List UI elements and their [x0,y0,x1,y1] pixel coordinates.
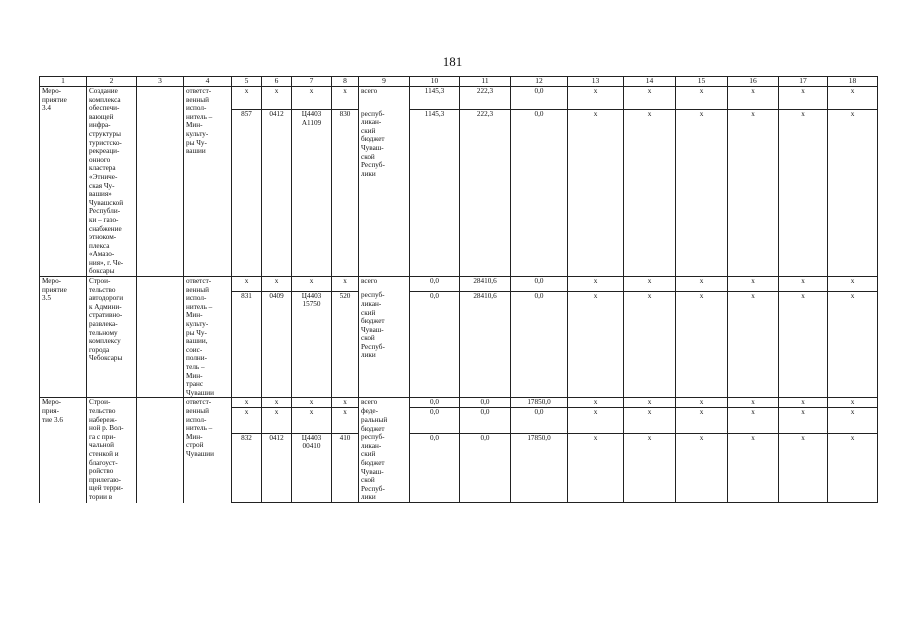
measure-name-cell-line: Чебоксары [89,354,123,363]
measure-name-cell-line: прилегаю- [89,475,121,484]
funding-source-cell-line: Чуваш- [361,467,384,476]
target-article-cell-line: x [309,277,314,286]
amount-cell: 0,0 [460,398,511,408]
funding-source-cell [359,433,410,502]
measure-name-cell-line: города [89,345,110,354]
amount-cell: x [779,87,828,110]
funding-source-cell [359,398,410,408]
executor-cell [184,398,232,503]
executor-cell-line: Мин- [186,371,203,380]
measure-name-cell-line: ройство [89,467,114,476]
measure-name-cell-line: Строи- [89,398,111,407]
column-number: 6 [262,77,292,87]
amount-cell: 0,0 [511,277,568,292]
section-code-cell: x [262,87,292,110]
column-number: 8 [332,77,359,87]
amount-cell: 222,3 [460,87,511,110]
column-number: 18 [828,77,878,87]
amount-cell: x [728,407,779,433]
amount-cell: x [779,433,828,502]
measure-name-cell-line: этноком- [89,233,117,242]
target-article-cell-line: A1109 [301,118,322,127]
funding-source-cell-line: всего [361,398,378,407]
measure-name-cell-line: ной р. Вол- [89,424,124,433]
target-article-cell [292,291,332,398]
section-code-cell: 0412 [262,110,292,277]
measure-cell-line: приятие [42,285,67,294]
amount-cell: 0,0 [410,277,460,292]
executor-cell-line: тель – [186,363,205,371]
funding-source-cell-line: ской [361,476,375,485]
measure-name-cell-line: вающей [89,112,114,121]
measure-name-cell-line: тельному [89,328,118,337]
grbs-code-cell: 832 [232,433,262,502]
amount-cell: x [828,87,878,110]
funding-source-cell-line: ский [361,308,376,317]
column-number-row [40,77,878,87]
executor-cell-line: вашии [186,147,206,156]
amount-cell: 0,0 [460,407,511,433]
empty-cell [137,277,184,398]
column-number: 11 [460,77,511,87]
amount-cell: 17850,0 [511,433,568,502]
target-article-cell [292,87,332,110]
grbs-code-cell: x [232,398,262,408]
amount-cell: 0,0 [410,291,460,398]
measure-name-cell-line: чальной [89,441,115,450]
measure-name-cell [87,87,137,277]
funding-source-cell-line: ский [361,450,376,459]
amount-cell: x [568,87,624,110]
measure-name-cell-line: Строи- [89,277,111,286]
measure-name-cell-line: боксары [89,267,115,276]
executor-cell-line: вашии, [186,337,208,346]
funding-source-cell-line: Респуб- [361,342,385,351]
funding-source-cell-line: Чуваш- [361,325,384,334]
amount-cell: x [728,398,779,408]
executor-cell-line: испол- [186,104,207,113]
amount-cell: x [828,110,878,277]
measure-cell-line: 3.4 [42,104,51,113]
amount-cell: x [779,407,828,433]
executor-cell-line: венный [186,285,209,294]
measure-name-cell-line: «Амазо- [89,250,115,259]
measure-name-cell-line: га с при- [89,432,116,441]
funding-source-cell-line: респуб- [361,433,385,442]
column-number: 16 [728,77,779,87]
page-number: 181 [442,54,463,69]
funding-source-cell [359,87,410,110]
amount-cell: x [728,110,779,277]
executor-cell-line: венный [186,406,209,415]
measure-name-cell-line: тории в [89,492,113,501]
amount-cell: x [779,398,828,408]
expense-type-cell: 830 [332,110,359,277]
executor-cell-line: нитель – [186,302,213,311]
grbs-code-cell: 831 [232,291,262,398]
funding-source-cell [359,277,410,292]
measure-name-cell-line: тельство [89,406,116,415]
measure-cell-line: Меро- [42,398,62,407]
measure-name-cell-line: «Этниче- [89,172,118,181]
amount-cell: 0,0 [511,407,568,433]
expense-type-cell: 520 [332,291,359,398]
executor-cell [184,277,232,398]
funding-source-cell [359,407,410,433]
amount-cell: 0,0 [460,433,511,502]
amount-cell: x [676,291,728,398]
amount-cell: x [568,277,624,292]
amount-cell: x [828,433,878,502]
column-number: 2 [87,77,137,87]
measure-name-cell-line: рекреаци- [89,147,120,156]
executor-cell-line: Чувашии [186,449,214,458]
amount-cell: 0,0 [511,110,568,277]
column-number: 12 [511,77,568,87]
measure-name-cell-line: ния», г. Че- [89,258,124,267]
amount-cell: x [828,277,878,292]
amount-cell: x [779,291,828,398]
funding-source-cell-line: ликан- [361,299,382,308]
amount-cell: x [624,398,676,408]
funding-source-cell-line: феде- [361,407,378,416]
target-article-cell [292,407,332,433]
amount-cell: x [676,277,728,292]
column-number: 1 [40,77,87,87]
amount-cell: 0,0 [511,291,568,398]
measure-name-cell-line: к Админи- [89,302,122,311]
executor-cell-line: Мин- [186,311,203,320]
amount-cell: x [624,87,676,110]
expense-type-cell: x [332,407,359,433]
column-number: 9 [359,77,410,87]
executor-cell-line: ответст- [186,277,212,286]
section-code-cell: 0409 [262,291,292,398]
amount-cell: x [568,433,624,502]
table-row [40,87,878,110]
amount-cell: x [624,110,676,277]
amount-cell: x [828,291,878,398]
amount-cell: x [828,398,878,408]
measure-name-cell-line: щей терри- [89,484,124,493]
measure-name-cell-line: онного [89,155,111,164]
measure-name-cell [87,398,137,503]
column-number: 15 [676,77,728,87]
funding-source-cell [359,291,410,398]
target-article-cell [292,398,332,408]
funding-source-cell-line: бюджет [361,317,385,326]
funding-source-cell-line: лики [361,493,376,502]
measure-name-cell-line: Создание [89,87,118,95]
amount-cell: 0,0 [511,87,568,110]
measure-name-cell-line: Чувашской [89,198,124,207]
amount-cell: x [779,110,828,277]
executor-cell-line: культу- [186,129,209,138]
expense-type-cell: x [332,398,359,408]
funding-source-cell-line: Респуб- [361,161,385,170]
amount-cell: x [624,291,676,398]
measure-name-cell-line: плекса [89,241,110,250]
measure-name-cell-line: вашия» [89,190,112,199]
amount-cell: 28410,6 [460,277,511,292]
section-code-cell: x [262,407,292,433]
measure-name-cell-line: благоуст- [89,458,118,467]
executor-cell-line: соис- [186,345,203,354]
amount-cell: x [728,291,779,398]
amount-cell: 0,0 [410,433,460,502]
measure-cell-line: Меро- [42,87,62,95]
measure-cell-line: приятие [42,95,67,104]
funding-source-cell-line: бюджет [361,424,385,433]
grbs-code-cell: 857 [232,110,262,277]
section-code-cell: x [262,277,292,292]
amount-cell: x [624,433,676,502]
funding-source-cell-line: лики [361,351,376,360]
measure-name-cell [87,277,137,398]
measure-cell [40,398,87,503]
measure-cell-line: 3.5 [42,294,51,303]
funding-source-cell-line: Респуб- [361,484,385,493]
target-article-cell [292,110,332,277]
amount-cell: 28410,6 [460,291,511,398]
column-number: 17 [779,77,828,87]
amount-cell: x [676,110,728,277]
funding-source-cell-line: ральный [361,416,388,425]
executor-cell-line: ры Чу- [186,328,207,337]
measure-name-cell-line: кластера [89,164,116,173]
executor-cell-line: испол- [186,415,207,424]
amount-cell: x [676,398,728,408]
amount-cell: x [624,407,676,433]
empty-cell [137,87,184,277]
amount-cell: x [676,407,728,433]
executor-cell-line: Мин- [186,121,203,130]
amount-cell: x [568,398,624,408]
expense-type-cell: x [332,277,359,292]
measure-cell-line: тие 3.6 [42,415,63,424]
empty-cell [137,398,184,503]
measure-name-cell-line: тельство [89,285,116,294]
funding-source-cell-line: лики [361,169,376,178]
funding-source-cell-line: респуб- [361,109,385,118]
amount-cell: x [676,87,728,110]
measure-name-cell-line: комплексу [89,337,121,346]
funding-source-cell-line: бюджет [361,459,385,468]
measure-name-cell-line: стенкой и [89,449,119,458]
funding-source-cell-line: ликан- [361,441,382,450]
amount-cell: 222,3 [460,110,511,277]
amount-cell: x [676,433,728,502]
column-number: 14 [624,77,676,87]
funding-source-cell-line: ской [361,152,375,161]
measure-name-cell-line: снабжение [89,224,122,233]
executor-cell-line: венный [186,95,209,104]
column-number: 13 [568,77,624,87]
measure-name-cell-line: структуры [89,129,121,138]
executor-cell-line: Мин- [186,432,203,441]
expense-type-cell: 410 [332,433,359,502]
executor-cell-line: культу- [186,320,209,329]
column-number: 3 [137,77,184,87]
measure-name-cell-line: автодороги [89,294,124,303]
measure-cell [40,87,87,277]
measure-cell-line: Меро- [42,277,62,286]
amount-cell: x [568,291,624,398]
measure-name-cell-line: обеспечи- [89,104,120,113]
grbs-code-cell: x [232,87,262,110]
target-article-cell-line: Ц4403 [301,110,322,119]
amount-cell: 0,0 [410,398,460,408]
funding-source-cell-line: респуб- [361,291,385,300]
target-article-cell-line: x [309,407,314,416]
executor-cell-line: испол- [186,294,207,303]
amount-cell: x [779,277,828,292]
measure-cell [40,277,87,398]
measure-name-cell-line: туристско- [89,138,122,147]
section-code-cell: x [262,398,292,408]
amount-cell: 17850,0 [511,398,568,408]
target-article-cell-line: Ц4403 [301,291,322,300]
section-code-cell: 0412 [262,433,292,502]
funding-source-cell-line: ский [361,126,376,135]
amount-cell: 0,0 [410,407,460,433]
grbs-code-cell: x [232,407,262,433]
measure-name-cell-line: набереж- [89,415,117,424]
funding-source-cell-line: Чуваш- [361,144,384,152]
funding-source-cell-line: ликан- [361,118,382,127]
amount-cell: x [728,433,779,502]
executor-cell-line: полни- [186,354,208,363]
amount-cell: x [728,87,779,110]
target-article-cell-line: 15750 [302,300,321,309]
grbs-code-cell: x [232,277,262,292]
table-row [40,277,878,292]
executor-cell-line: ры Чу- [186,138,207,147]
measure-name-cell-line: стративно- [89,311,123,320]
funding-source-cell [359,110,410,277]
amount-cell: x [568,407,624,433]
funding-source-cell-line: ской [361,334,375,343]
measure-name-cell-line: комплекса [89,95,121,104]
funding-source-cell-line: всего [361,277,378,286]
funding-source-cell-line: всего [361,87,378,95]
column-number: 10 [410,77,460,87]
executor-cell-line: нитель – [186,424,213,433]
amount-cell: x [568,110,624,277]
target-article-cell-line: x [309,87,314,95]
measure-name-cell-line: ки – газо- [89,215,119,224]
expense-type-cell: x [332,87,359,110]
amount-cell: 1145,3 [410,87,460,110]
executor-cell [184,87,232,277]
measure-name-cell-line: развлека- [89,320,118,329]
executor-cell-line: транс [186,380,204,389]
executor-cell-line: Чувашии [186,388,214,397]
target-article-cell-line: x [309,398,314,407]
target-article-cell [292,433,332,502]
column-number: 7 [292,77,332,87]
column-number: 5 [232,77,262,87]
table-row [40,398,878,408]
amount-cell: 1145,3 [410,110,460,277]
target-article-cell-line: 00410 [302,442,321,451]
amount-cell: x [828,407,878,433]
column-number: 4 [184,77,232,87]
funding-source-cell-line: бюджет [361,135,385,144]
target-article-cell [292,277,332,292]
measure-name-cell-line: ская Чу- [89,181,115,190]
target-article-cell-line: Ц4403 [301,433,322,442]
executor-cell-line: нитель – [186,112,213,121]
executor-cell-line: ответст- [186,398,212,407]
amount-cell: x [624,277,676,292]
budget-table [39,76,878,503]
measure-name-cell-line: инфра- [89,121,111,130]
measure-cell-line: прия- [42,406,59,415]
measure-name-cell-line: Республи- [89,207,121,216]
executor-cell-line: строй [186,441,204,450]
amount-cell: x [728,277,779,292]
executor-cell-line: ответст- [186,87,212,95]
